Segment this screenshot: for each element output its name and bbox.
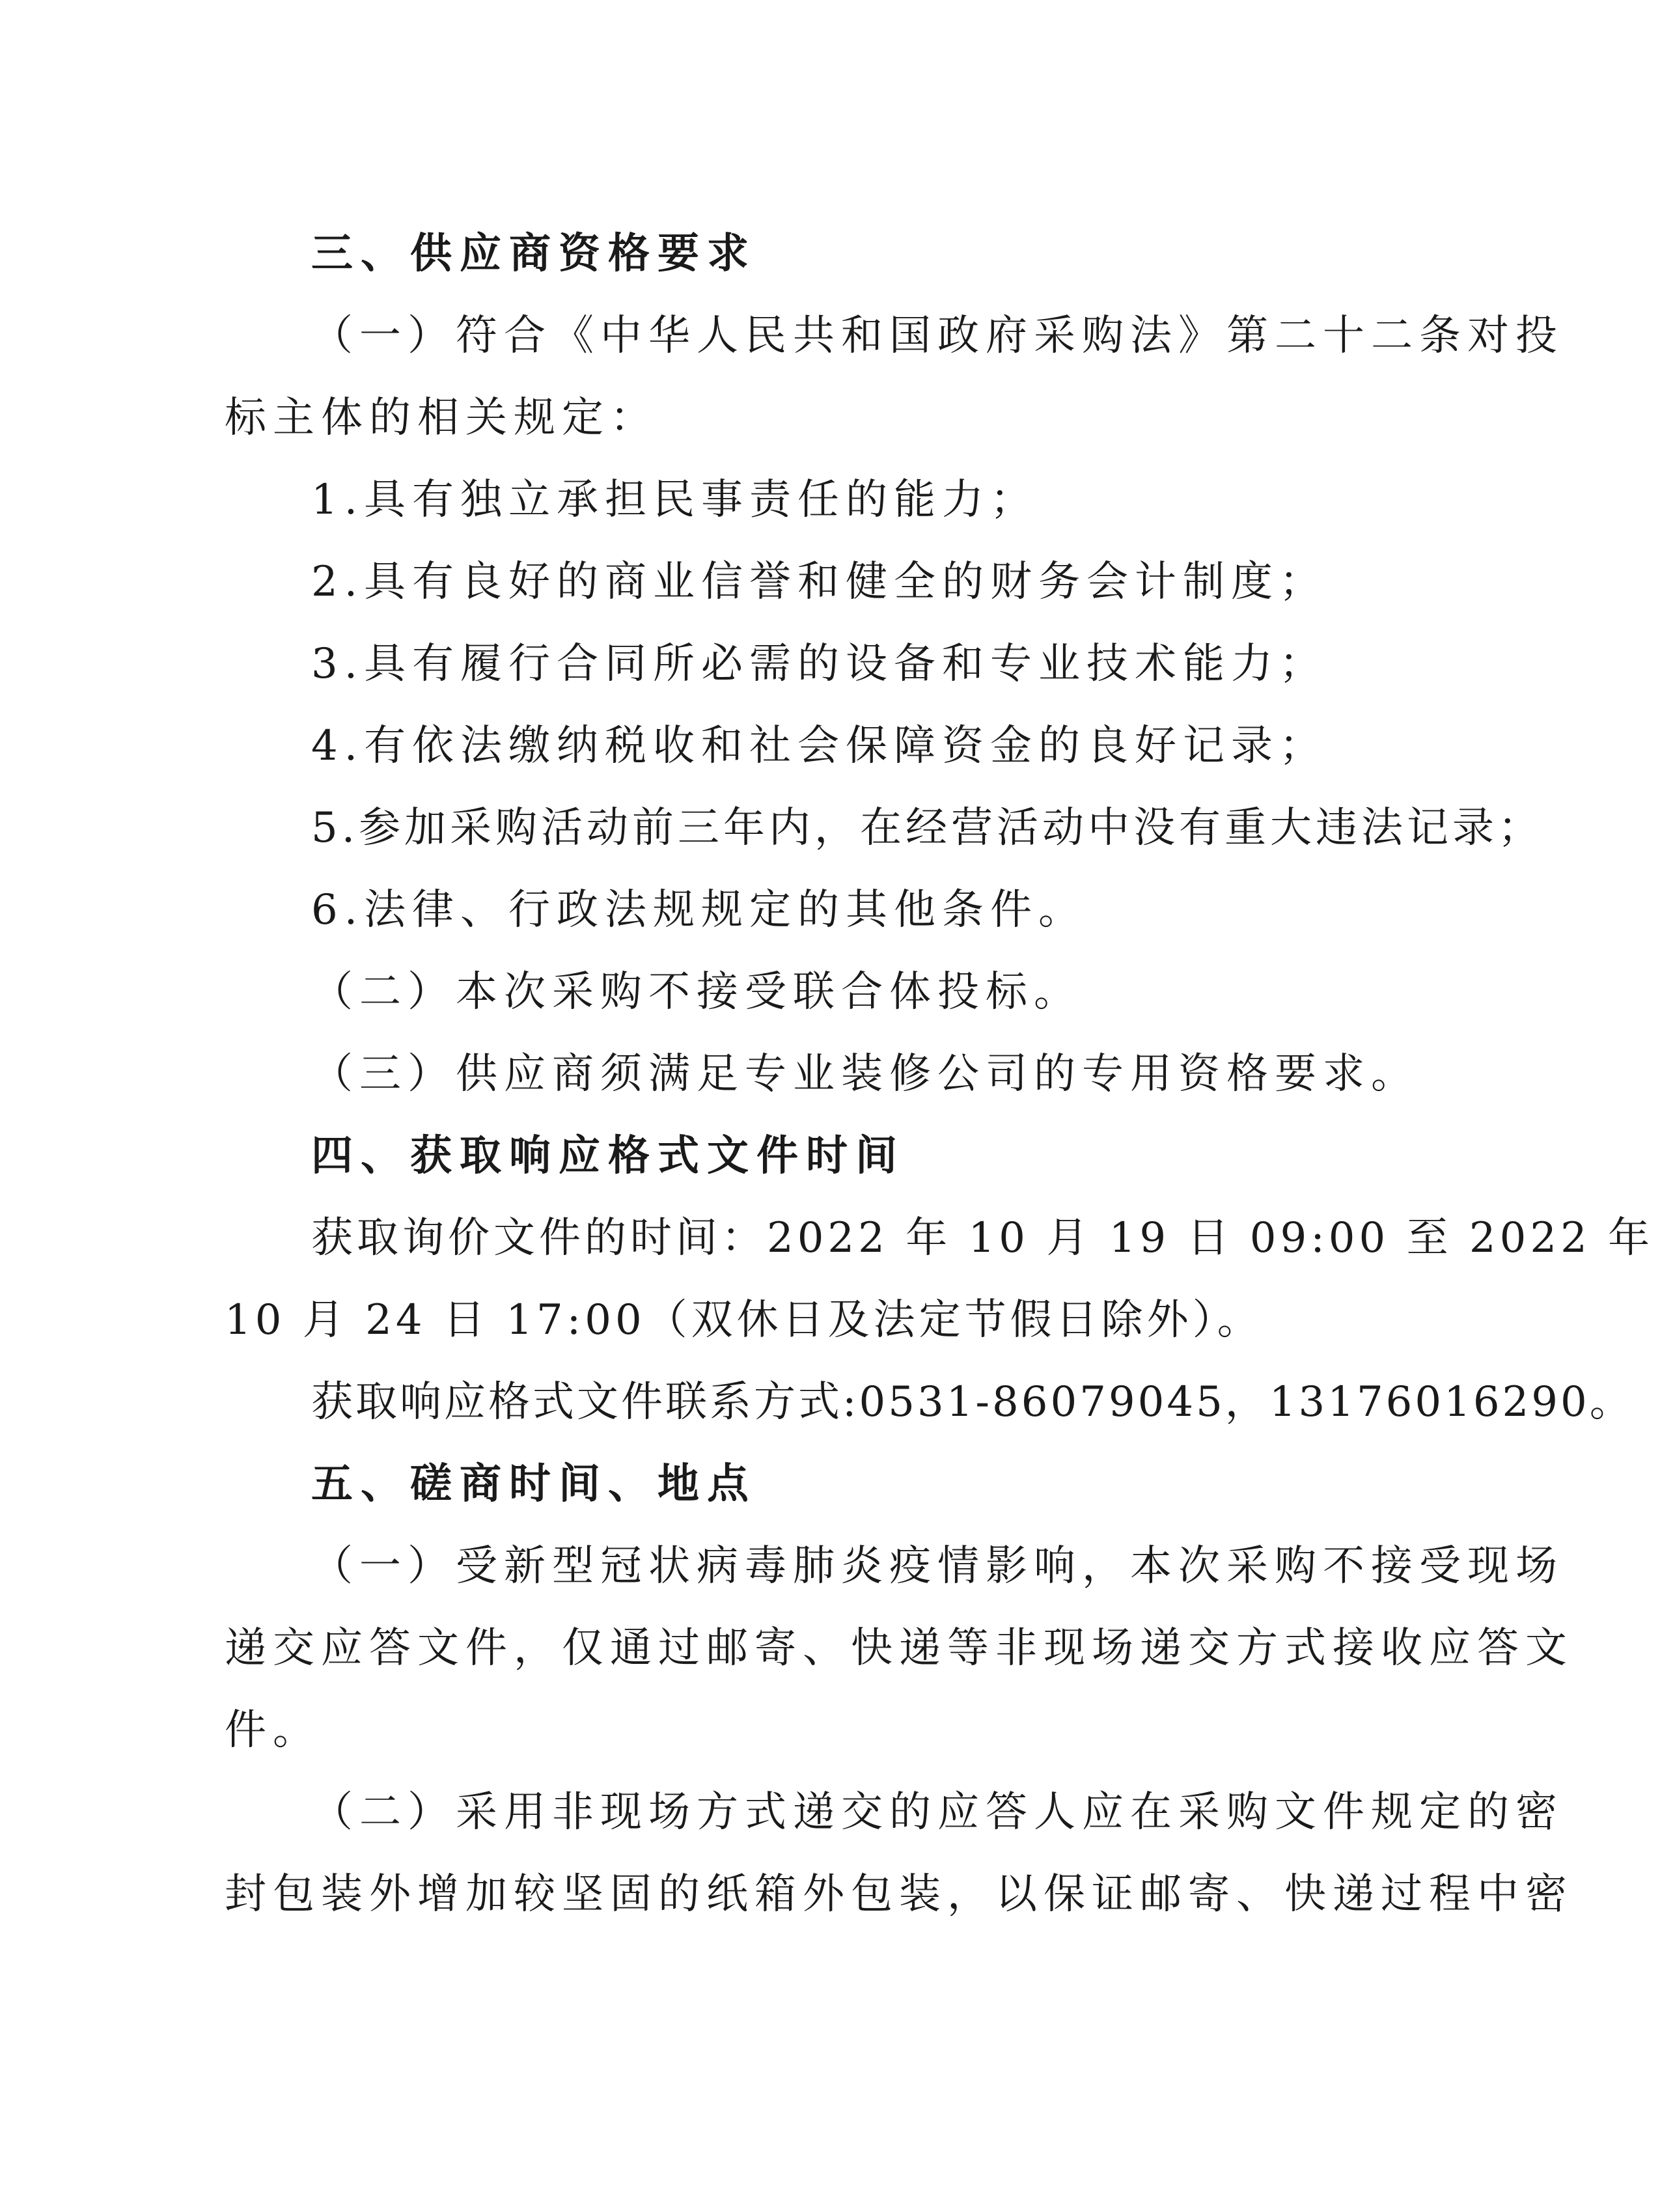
list-item: 5.参加采购活动前三年内，在经营活动中没有重大违法记录； bbox=[311, 804, 1544, 852]
list-item: 3.具有履行合同所必需的设备和专业技术能力； bbox=[311, 640, 1328, 688]
paragraph-line: （一）符合《中华人民共和国政府采购法》第二十二条对投 bbox=[311, 312, 1564, 360]
paragraph-line: （一）受新型冠状病毒肺炎疫情影响，本次采购不接受现场 bbox=[311, 1542, 1564, 1590]
paragraph-line: 件。 bbox=[225, 1706, 321, 1754]
paragraph-line: 封包装外增加较坚固的纸箱外包装，以保证邮寄、快递过程中密 bbox=[225, 1870, 1573, 1918]
paragraph-line: 标主体的相关规定： bbox=[225, 394, 658, 442]
section-heading-5: 五、磋商时间、地点 bbox=[311, 1460, 756, 1508]
list-item: 6.法律、行政法规规定的其他条件。 bbox=[311, 886, 1087, 934]
paragraph-line: （三）供应商须满足专业装修公司的专用资格要求。 bbox=[311, 1050, 1419, 1098]
paragraph-line: 递交应答文件，仅通过邮寄、快递等非现场递交方式接收应答文 bbox=[225, 1624, 1573, 1672]
list-item: 1.具有独立承担民事责任的能力； bbox=[311, 476, 1039, 524]
paragraph-line: 10 月 24 日 17:00（双休日及法定节假日除外）。 bbox=[225, 1296, 1263, 1344]
paragraph-line: （二）本次采购不接受联合体投标。 bbox=[311, 968, 1082, 1016]
contact-line: 获取响应格式文件联系方式:0531-86079045，13176016290。 bbox=[311, 1378, 1634, 1426]
paragraph-line: 获取询价文件的时间：2022 年 10 月 19 日 09:00 至 2022 年 bbox=[311, 1214, 1654, 1262]
paragraph-line: （二）采用非现场方式递交的应答人应在采购文件规定的密 bbox=[311, 1788, 1564, 1836]
section-heading-4: 四、获取响应格式文件时间 bbox=[311, 1132, 905, 1180]
section-heading-3: 三、供应商资格要求 bbox=[311, 230, 756, 278]
list-item: 4.有依法缴纳税收和社会保障资金的良好记录； bbox=[311, 722, 1328, 770]
list-item: 2.具有良好的商业信誉和健全的财务会计制度； bbox=[311, 558, 1328, 606]
